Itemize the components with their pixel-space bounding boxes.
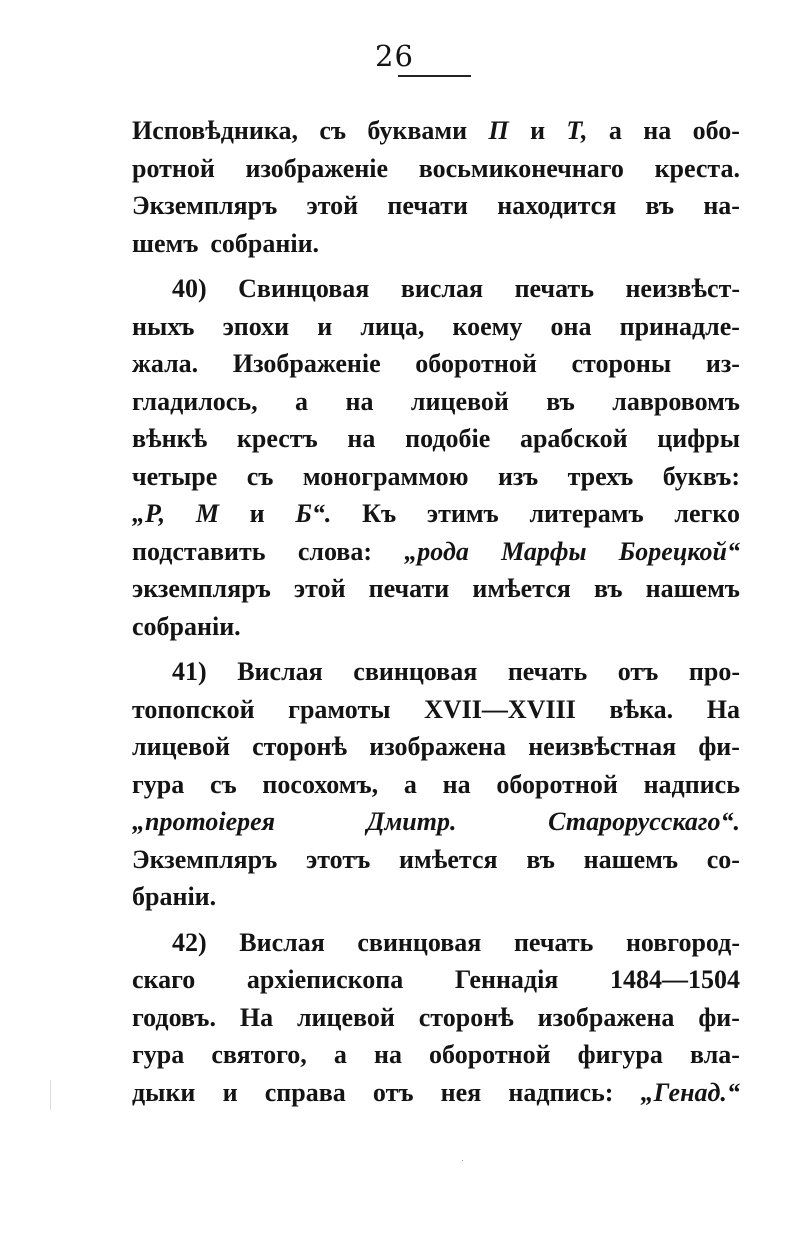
- text-line: [132, 732, 740, 770]
- paragraph: [132, 274, 740, 649]
- word: монограммою: [302, 461, 469, 491]
- page-number-container: [0, 38, 789, 74]
- word: съ: [210, 769, 237, 799]
- text-line: [132, 574, 740, 612]
- word: топопской: [132, 694, 255, 724]
- word: фи-: [698, 732, 740, 761]
- word: нашемъ: [645, 574, 740, 603]
- word: Къ: [362, 499, 397, 528]
- word: цифры: [657, 424, 740, 453]
- word: въ: [593, 574, 623, 603]
- word: коему: [452, 311, 523, 341]
- word: 41): [172, 657, 207, 686]
- text-line: [132, 312, 740, 350]
- text-line: [132, 191, 740, 229]
- word: собранiи.: [132, 611, 241, 641]
- word: печати: [387, 191, 468, 220]
- text-line: [132, 349, 740, 387]
- text-line: [132, 116, 740, 154]
- word: легко: [674, 499, 740, 528]
- word: четыре: [132, 461, 218, 491]
- text-line: [132, 1078, 740, 1116]
- word: свинцовая: [353, 657, 478, 686]
- word: ротной: [132, 153, 215, 183]
- word: изображенiе: [245, 153, 389, 183]
- word: надпись:: [508, 1077, 614, 1107]
- word: въ: [645, 191, 675, 220]
- word: Б“.: [295, 499, 332, 528]
- word: надпись: [643, 769, 740, 799]
- word: печати: [368, 574, 450, 603]
- word: лицевой: [296, 1002, 395, 1032]
- word: эпохи: [222, 311, 290, 341]
- word: посохомъ,: [262, 769, 379, 799]
- word: трехъ: [567, 461, 634, 491]
- text-line: [132, 1003, 740, 1041]
- text-line: [132, 695, 740, 733]
- word: съ: [246, 461, 274, 491]
- word: вѣнкѣ: [132, 424, 208, 453]
- word: „Р,: [132, 499, 166, 528]
- word: жала.: [132, 349, 199, 378]
- word: „рода: [404, 536, 469, 566]
- word: на: [643, 116, 672, 145]
- word: Борецкой“: [618, 536, 740, 566]
- word: слова:: [297, 536, 373, 566]
- word: и: [530, 116, 546, 145]
- word: восьмиконечнаго: [418, 153, 624, 183]
- text-line: [132, 1040, 740, 1078]
- word: литерамъ: [529, 499, 644, 528]
- word: из-: [705, 349, 740, 378]
- text-line: [132, 965, 740, 1003]
- text-line: [132, 807, 740, 845]
- word: Старорусскаго“.: [548, 807, 740, 836]
- word: Вислая: [237, 657, 323, 686]
- text-line: [132, 387, 740, 425]
- paragraph: [132, 928, 740, 1116]
- word: арабской: [519, 424, 628, 453]
- word: На: [706, 694, 740, 724]
- word: Вислая: [239, 927, 325, 957]
- word: а: [333, 1040, 347, 1069]
- word: печать: [514, 274, 594, 303]
- word: гура: [132, 769, 185, 799]
- text-line: [132, 845, 740, 883]
- word: креста.: [654, 153, 740, 183]
- word: гура: [132, 1040, 185, 1069]
- text-line: [132, 274, 740, 312]
- word: „протоiерея: [132, 807, 276, 836]
- word: про-: [688, 657, 740, 686]
- scan-speck: [50, 1080, 51, 1110]
- word: фигура: [577, 1040, 663, 1069]
- word: грамоты: [288, 694, 391, 724]
- word: на: [347, 424, 376, 453]
- word: неизвѣстная: [528, 732, 677, 761]
- word: имѣется: [399, 844, 498, 874]
- word: оборотной: [415, 349, 537, 378]
- word: 42): [172, 927, 207, 957]
- word: Исповѣдника,: [132, 116, 298, 145]
- word: находится: [497, 191, 617, 220]
- text-line: [132, 229, 740, 267]
- word: на: [373, 1040, 402, 1069]
- word: и: [317, 311, 333, 341]
- paragraph: [132, 657, 740, 920]
- word: она: [550, 311, 592, 341]
- word: святого,: [211, 1040, 307, 1069]
- text-line: [132, 462, 740, 500]
- word: этимъ: [426, 499, 499, 528]
- word: Дмитр.: [366, 807, 457, 836]
- word: гладилось,: [132, 386, 258, 416]
- word: отъ: [617, 657, 659, 686]
- text-line: [132, 424, 740, 462]
- text-line: [132, 612, 740, 650]
- word: подставить: [132, 536, 266, 566]
- word: на: [442, 769, 471, 799]
- text-line: [132, 928, 740, 966]
- word: собранiи.: [210, 228, 320, 258]
- word: печать: [507, 657, 588, 686]
- word: Геннадiя: [454, 965, 559, 994]
- word: свинцовая: [357, 927, 482, 957]
- word: Марфы: [501, 536, 587, 566]
- word: на: [345, 386, 374, 416]
- word: архiепископа: [246, 965, 404, 994]
- word: и: [249, 499, 265, 528]
- word: и: [222, 1077, 238, 1107]
- text-line: [132, 657, 740, 695]
- word: вѣка.: [609, 694, 674, 724]
- word: Т,: [566, 116, 588, 145]
- word: а: [403, 769, 417, 799]
- word: съ: [319, 116, 347, 145]
- word: Экземпляръ: [132, 844, 278, 874]
- word: оборотной: [429, 1040, 551, 1069]
- word: Экземпляръ: [132, 191, 278, 220]
- word: оборотной: [496, 769, 618, 799]
- word: обо-: [692, 116, 740, 145]
- word: 1484—1504: [609, 965, 740, 994]
- word: подобiе: [405, 424, 491, 453]
- word: ныхъ: [132, 311, 195, 341]
- word: а: [608, 116, 622, 145]
- word: М: [195, 499, 219, 528]
- word: нея: [440, 1077, 482, 1107]
- word: 40): [172, 274, 207, 303]
- word: стороны: [571, 349, 672, 378]
- text-line: [132, 770, 740, 808]
- word: сторонѣ: [252, 732, 348, 761]
- word: этотъ: [306, 844, 371, 874]
- word: въ: [546, 386, 575, 416]
- word: имѣется: [472, 574, 571, 603]
- word: справа: [264, 1077, 346, 1107]
- word: экземпляръ: [132, 574, 271, 603]
- word: вислая: [400, 274, 484, 303]
- word: Изображенiе: [232, 349, 381, 378]
- word: годовъ.: [132, 1002, 216, 1032]
- word: въ: [526, 844, 555, 874]
- page-number-underline: [398, 75, 471, 77]
- word: лицевой: [410, 386, 509, 416]
- word: дыки: [132, 1077, 196, 1107]
- word: этой: [306, 191, 359, 220]
- paragraph: [132, 116, 740, 266]
- word: фи-: [698, 1002, 740, 1032]
- word: „Генад.“: [640, 1077, 740, 1107]
- word: шемъ: [132, 228, 199, 258]
- scan-speck: [462, 1160, 463, 1161]
- word: вла-: [690, 1040, 740, 1069]
- word: лица,: [360, 311, 425, 341]
- word: изъ: [497, 461, 539, 491]
- word: этой: [293, 574, 346, 603]
- word: лицевой: [132, 732, 230, 761]
- word: буквъ:: [662, 461, 740, 491]
- word: На: [239, 1002, 274, 1032]
- word: неизвѣст-: [625, 274, 740, 303]
- word: нашемъ: [583, 844, 678, 874]
- word: крестъ: [236, 424, 318, 453]
- word: отъ: [372, 1077, 414, 1107]
- word: печать: [513, 927, 594, 957]
- word: лавровомъ: [612, 386, 740, 416]
- word: сторонѣ: [418, 1002, 514, 1032]
- word: буквами: [367, 116, 468, 145]
- word: П: [488, 116, 509, 145]
- word: скаго: [132, 965, 196, 994]
- text-line: [132, 154, 740, 192]
- word: изображена: [369, 732, 507, 761]
- word: новгород-: [625, 927, 740, 957]
- word: со-: [706, 844, 740, 874]
- word: Свинцовая: [238, 274, 370, 303]
- text-line: [132, 537, 740, 575]
- word: на-: [703, 191, 740, 220]
- page-number: 26: [375, 39, 414, 73]
- word: бранiи.: [132, 882, 217, 911]
- text-line: [132, 499, 740, 537]
- word: изображена: [537, 1002, 675, 1032]
- word: XVII—XVIII: [424, 694, 576, 724]
- text-line: [132, 882, 740, 920]
- word: а: [295, 386, 309, 416]
- word: принадле-: [619, 311, 740, 341]
- body-text: [132, 116, 740, 1123]
